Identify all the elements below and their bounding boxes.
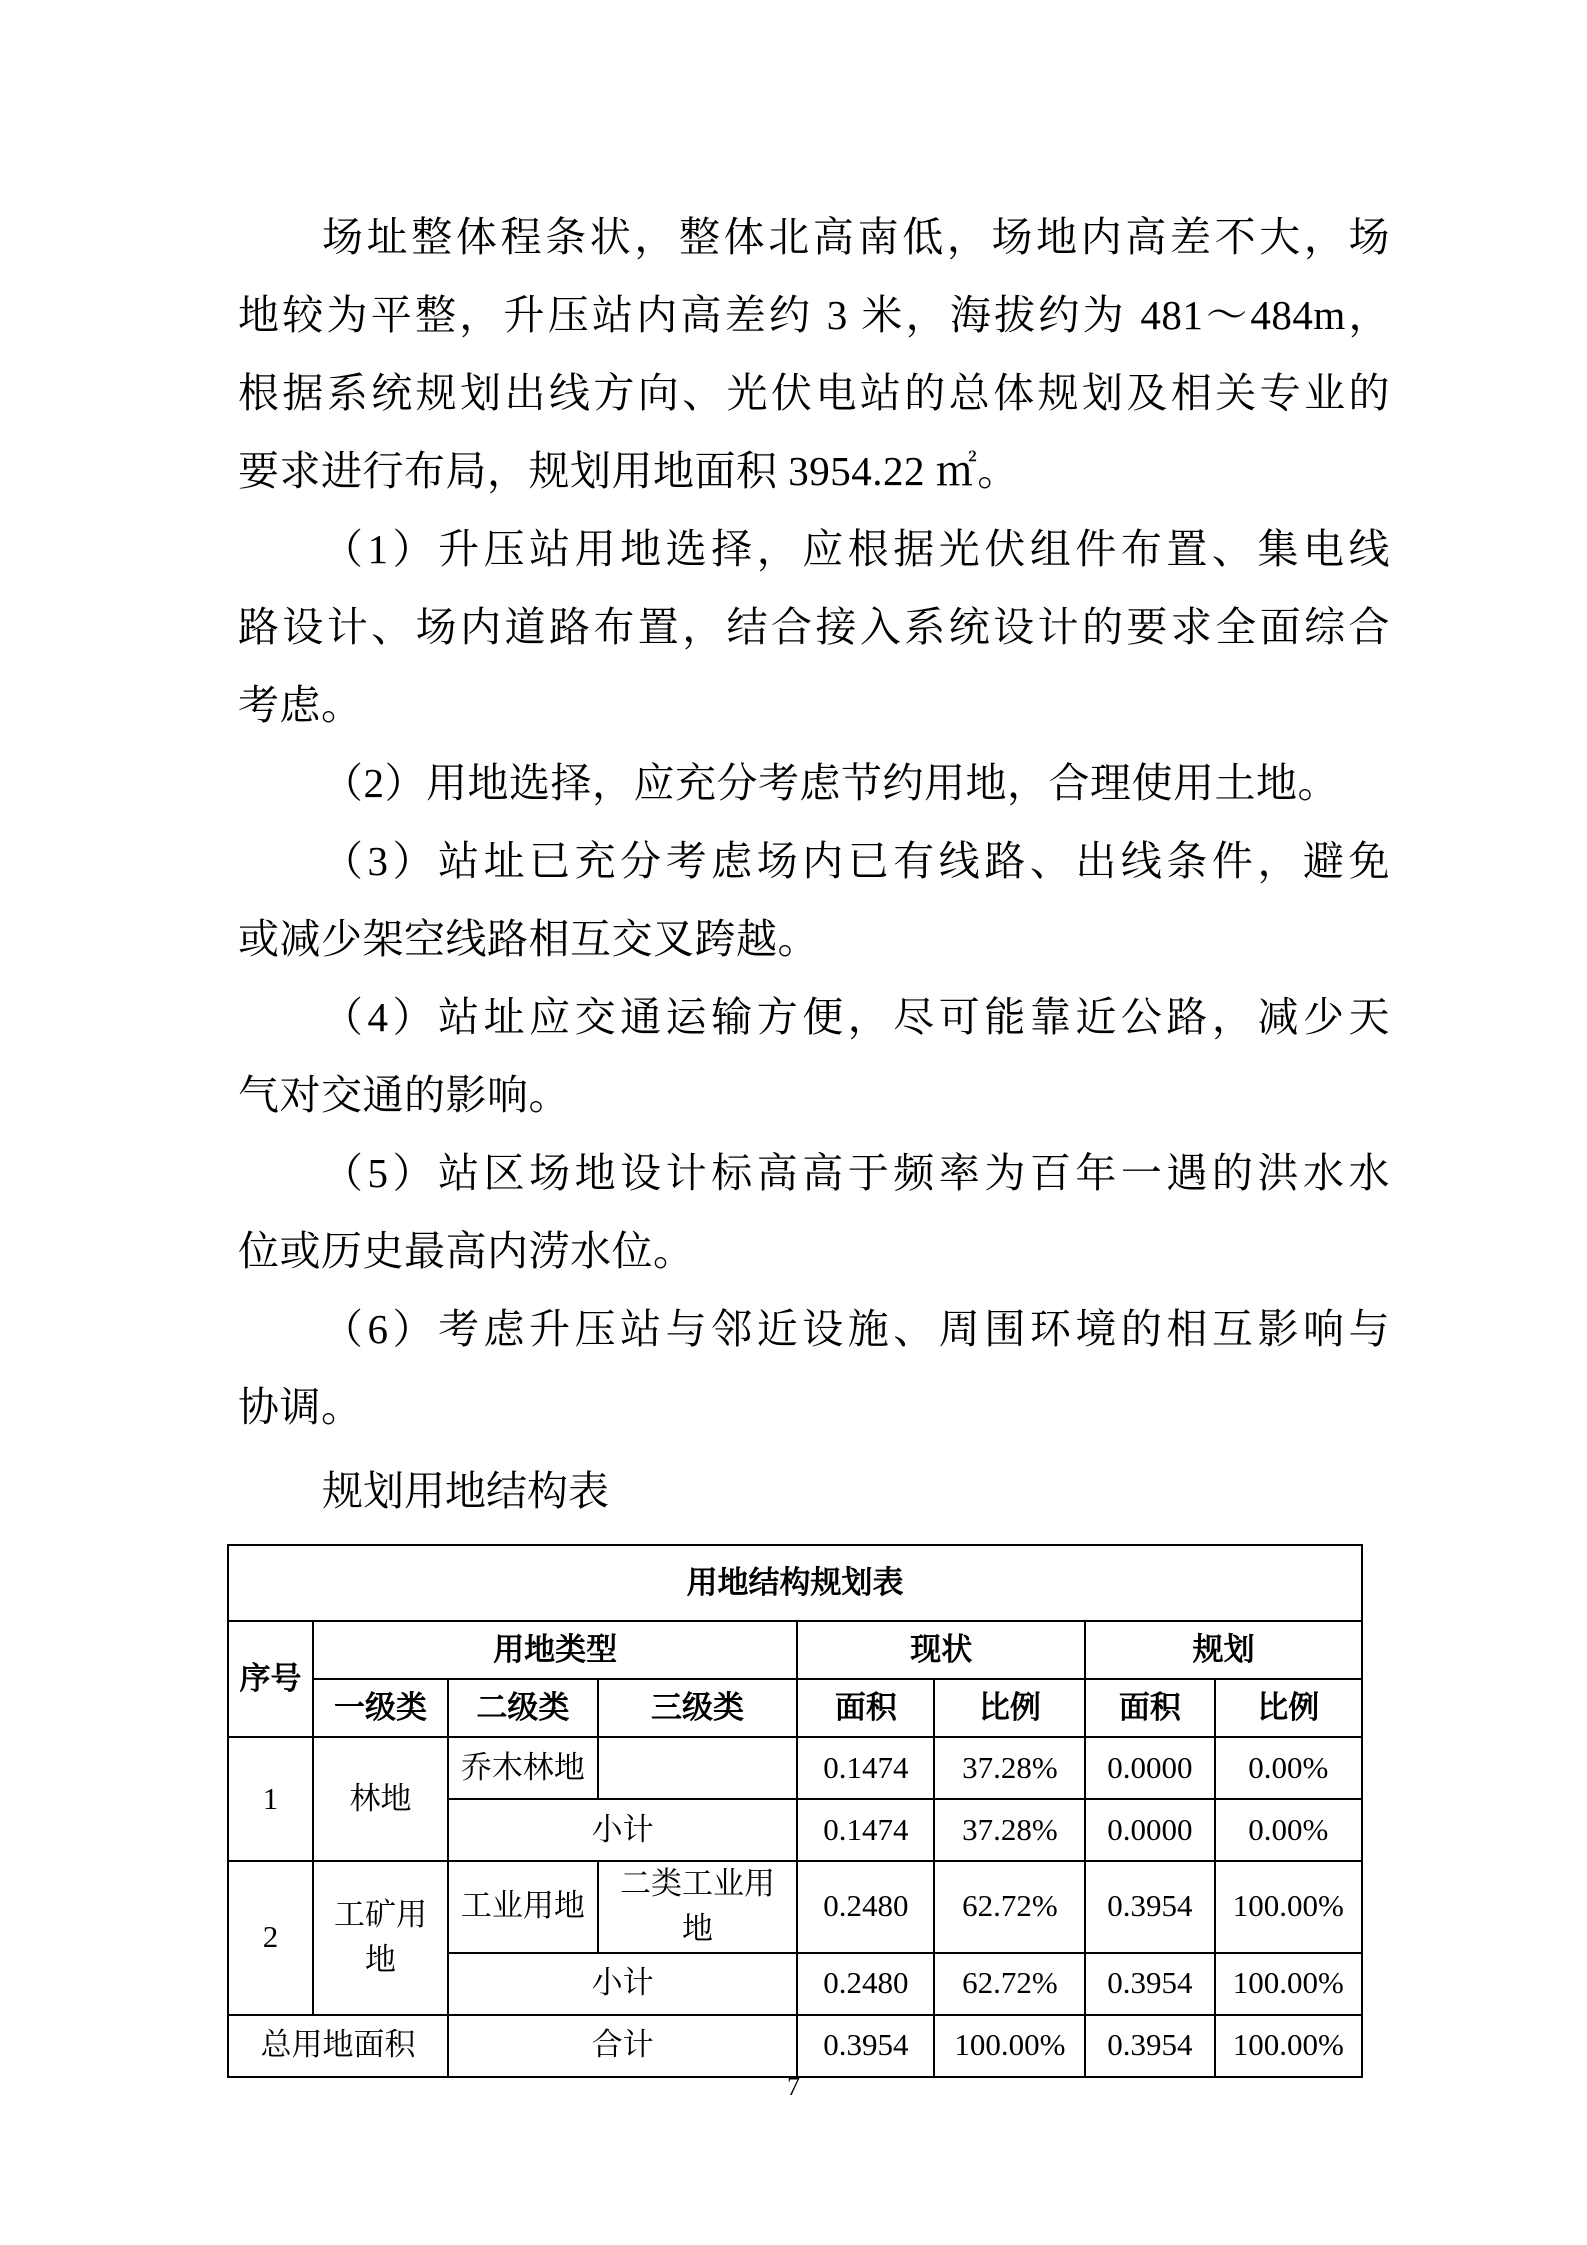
cell-plan-area: 0.0000 (1085, 1799, 1214, 1861)
land-use-structure-table (227, 1544, 1363, 2078)
cell-plan-ratio: 100.00% (1215, 1953, 1362, 2015)
cell-plan-area: 0.3954 (1085, 1953, 1214, 2015)
cell-status-area: 0.2480 (797, 1861, 934, 1953)
paragraph-line: （5）站区场地设计标高高于频率为百年一遇的洪水水 (322, 1150, 1390, 1196)
header-status: 现状 (797, 1621, 1085, 1679)
cell-plan-area: 0.0000 (1085, 1737, 1214, 1799)
cell-plan-ratio: 0.00% (1215, 1737, 1362, 1799)
cell-level2: 工业用地 (448, 1861, 598, 1953)
header-level1: 一级类 (313, 1679, 448, 1737)
cell-status-area: 0.2480 (797, 1953, 934, 2015)
table-title: 用地结构规划表 (228, 1545, 1362, 1621)
cell-status-ratio: 100.00% (934, 2015, 1085, 2077)
header-plan-ratio: 比例 (1215, 1679, 1362, 1737)
header-level2: 二级类 (448, 1679, 598, 1737)
cell-plan-ratio: 100.00% (1215, 1861, 1362, 1953)
paragraph-line: 气对交通的影响。 (238, 1072, 570, 1118)
cell-status-ratio: 62.72% (934, 1953, 1085, 2015)
cell-status-ratio: 37.28% (934, 1799, 1085, 1861)
body-text (238, 198, 1390, 1530)
header-plan-area: 面积 (1085, 1679, 1214, 1737)
paragraph-line: 地较为平整，升压站内高差约 3 米，海拔约为 481～484m， (238, 292, 1390, 338)
cell-level3: 二类工业用地 (598, 1861, 798, 1953)
paragraph-line: （3）站址已充分考虑场内已有线路、出线条件，避免 (322, 838, 1390, 884)
paragraph-line: 场址整体程条状，整体北高南低，场地内高差不大，场 (322, 214, 1390, 260)
table-row (228, 1861, 1362, 1953)
paragraph-line: 要求进行布局，规划用地面积 3954.22 ㎡。 (238, 448, 1019, 494)
table-row (228, 1737, 1362, 1799)
cell-level1: 工矿用地 (313, 1861, 448, 2015)
cell-plan-area: 0.3954 (1085, 2015, 1214, 2077)
paragraph-line: 或减少架空线路相互交叉跨越。 (238, 916, 819, 962)
cell-seq: 1 (228, 1737, 313, 1861)
cell-plan-area: 0.3954 (1085, 1861, 1214, 1953)
cell-sum-label: 合计 (448, 2015, 797, 2077)
paragraph-line: （6）考虑升压站与邻近设施、周围环境的相互影响与 (322, 1306, 1390, 1352)
cell-plan-ratio: 100.00% (1215, 2015, 1362, 2077)
paragraph-line: 根据系统规划出线方向、光伏电站的总体规划及相关专业的 (238, 370, 1390, 416)
paragraph-line: 协调。 (238, 1384, 363, 1430)
header-seq: 序号 (228, 1621, 313, 1737)
cell-subtotal-label: 小计 (448, 1799, 797, 1861)
paragraph-line: 路设计、场内道路布置，结合接入系统设计的要求全面综合 (238, 604, 1390, 650)
paragraph-line: （2）用地选择，应充分考虑节约用地，合理使用土地。 (322, 760, 1339, 806)
header-status-ratio: 比例 (934, 1679, 1085, 1737)
cell-status-ratio: 37.28% (934, 1737, 1085, 1799)
page-number: 7 (787, 2072, 800, 2101)
header-plan: 规划 (1085, 1621, 1362, 1679)
cell-status-area: 0.3954 (797, 2015, 934, 2077)
header-level3: 三级类 (598, 1679, 798, 1737)
cell-subtotal-label: 小计 (448, 1953, 797, 2015)
cell-level2: 乔木林地 (448, 1737, 598, 1799)
cell-level1: 林地 (313, 1737, 448, 1861)
paragraph-line: 位或历史最高内涝水位。 (238, 1228, 695, 1274)
cell-status-ratio: 62.72% (934, 1861, 1085, 1953)
table-row (228, 2015, 1362, 2077)
header-status-area: 面积 (797, 1679, 934, 1737)
cell-status-area: 0.1474 (797, 1737, 934, 1799)
paragraph-line: （4）站址应交通运输方便，尽可能靠近公路，减少天 (322, 994, 1390, 1040)
header-land-type: 用地类型 (313, 1621, 797, 1679)
paragraph-line: 考虑。 (238, 682, 363, 728)
cell-status-area: 0.1474 (797, 1799, 934, 1861)
table-caption: 规划用地结构表 (322, 1468, 609, 1514)
cell-level3 (598, 1737, 798, 1799)
paragraph-line: （1）升压站用地选择，应根据光伏组件布置、集电线 (322, 526, 1390, 572)
cell-seq: 2 (228, 1861, 313, 2015)
cell-total-label: 总用地面积 (228, 2015, 448, 2077)
cell-plan-ratio: 0.00% (1215, 1799, 1362, 1861)
